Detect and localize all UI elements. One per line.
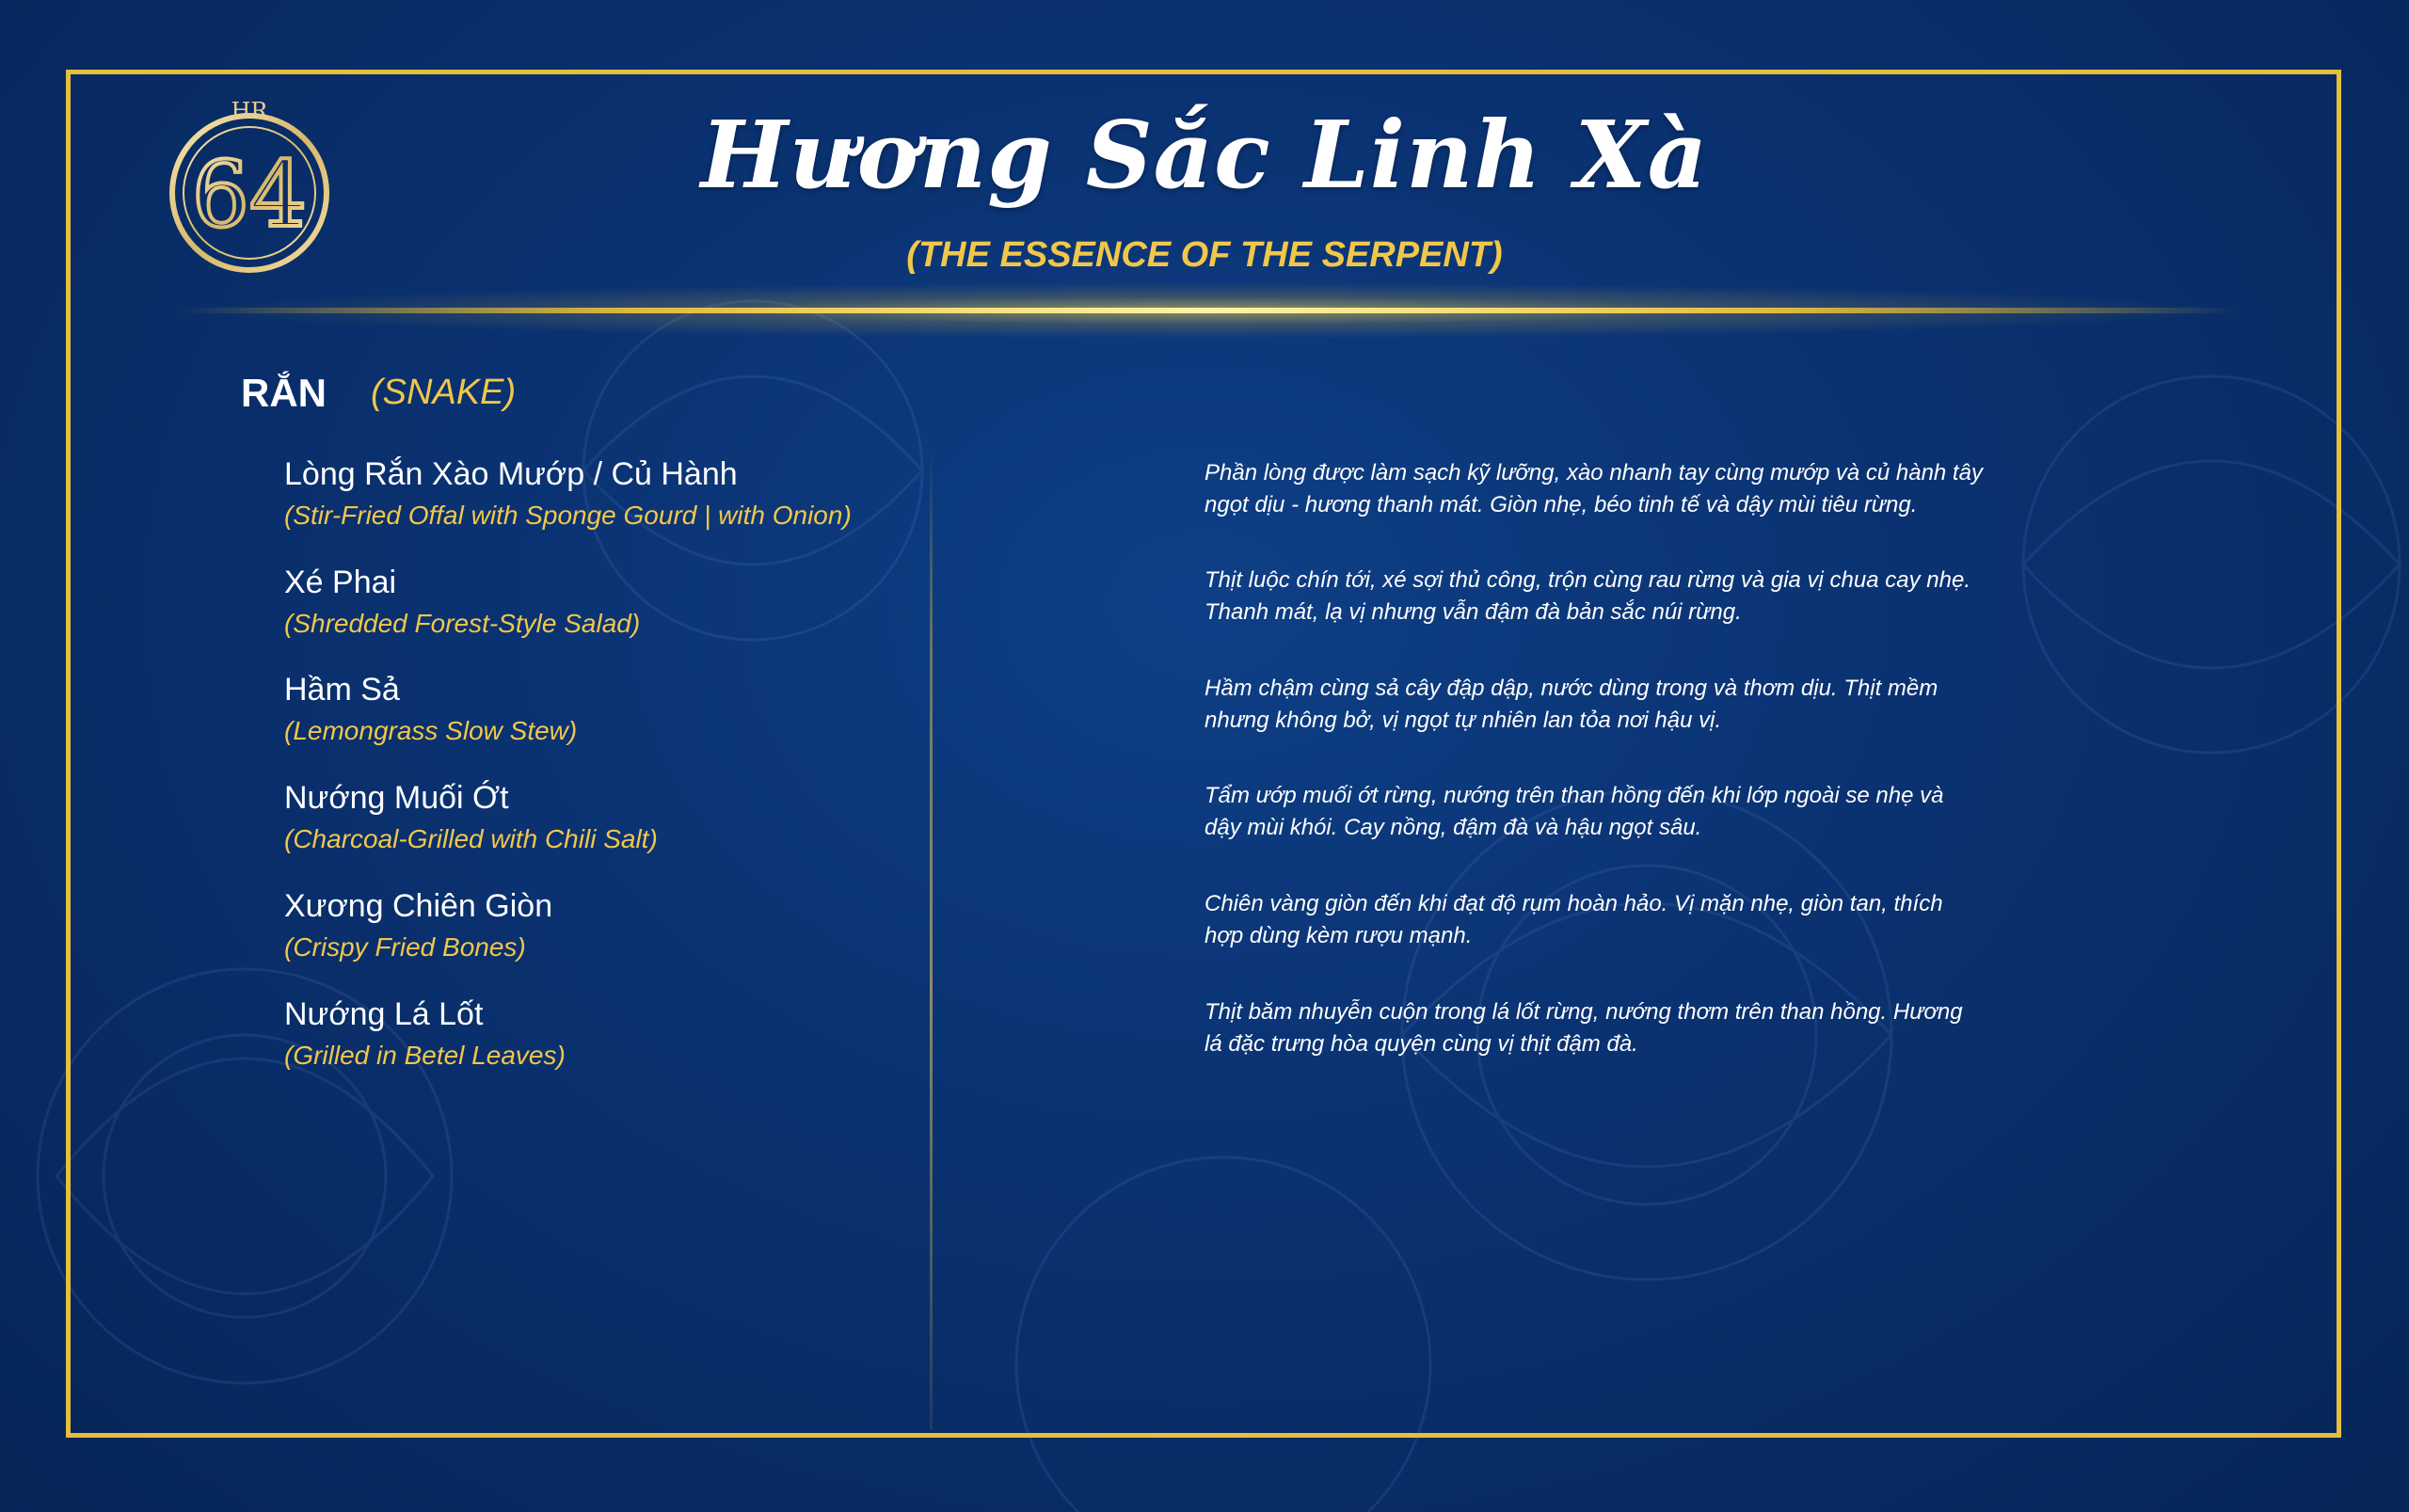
dish-english-name: (Charcoal-Grilled with Chili Salt): [284, 824, 658, 853]
dish-description-line: lá đặc trưng hòa quyện cùng vị thịt đậm đà.: [1204, 1031, 1638, 1057]
section-title: RẮN: [241, 371, 327, 415]
dish-description-line: Thịt luộc chín tới, xé sợi thủ công, trộn cùng rau rừng và gia vị chua cay nhẹ.: [1204, 567, 1970, 593]
dish-description-line: hợp dùng kèm rượu mạnh.: [1204, 923, 1473, 948]
dish-description-line: nhưng không bở, vị ngọt tự nhiên lan tỏa nơi hậu vị.: [1204, 708, 1722, 733]
dish-name: Xé Phai: [284, 565, 397, 600]
dish-english-name: (Shredded Forest-Style Salad): [284, 609, 641, 638]
dish-name: Lòng Rắn Xào Mướp / Củ Hành: [284, 456, 738, 492]
dish-description: [1204, 996, 2033, 1060]
dish-description: [1204, 565, 2033, 629]
dish-item: [284, 777, 943, 858]
dish-name: Xương Chiên Giòn: [284, 888, 553, 924]
dish-description-line: ngọt dịu - hương thanh mát. Giòn nhẹ, béo tinh tế và dậy mùi tiêu rừng.: [1204, 492, 1918, 517]
dish-name: Hầm Sả: [284, 672, 400, 708]
dish-english-name: (Grilled in Betel Leaves): [284, 1041, 566, 1070]
dish-description: [1204, 673, 2033, 737]
dish-description-line: Hầm chậm cùng sả cây đập dập, nước dùng trong và thơm dịu. Thịt mềm: [1204, 676, 1938, 701]
gold-divider-line: [179, 308, 2240, 313]
menu-subtitle: (THE ESSENCE OF THE SERPENT): [906, 235, 1503, 275]
dish-description: [1204, 888, 2033, 952]
dish-item: [284, 562, 943, 643]
dish-item: [284, 669, 943, 750]
dish-english-name: (Stir-Fried Offal with Sponge Gourd | with Onion): [284, 501, 852, 530]
section-subtitle: (SNAKE): [371, 373, 517, 412]
dish-description: [1204, 457, 2033, 521]
dish-description-line: Chiên vàng giòn đến khi đạt độ rụm hoàn hảo. Vị mặn nhẹ, giòn tan, thích: [1204, 891, 1943, 916]
dish-item: [284, 454, 943, 534]
dish-item: [284, 885, 943, 966]
dish-name: Nướng Muối Ớt: [284, 780, 509, 816]
menu-title: Hương Sắc Linh Xà: [700, 102, 1709, 210]
dish-description-line: Tẩm ướp muối ớt rừng, nướng trên than hồng đến khi lớp ngoài se nhẹ và: [1204, 783, 1944, 808]
dish-english-name: (Crispy Fried Bones): [284, 932, 526, 962]
svg-text:64: 64: [191, 142, 308, 247]
dish-name: Nướng Lá Lốt: [284, 996, 484, 1032]
dish-english-name: (Lemongrass Slow Stew): [284, 716, 578, 745]
dish-description: [1204, 780, 2033, 844]
dish-description-line: Thanh mát, lạ vị nhưng vẫn đậm đà bản sắc núi rừng.: [1204, 599, 1742, 625]
dish-item: [284, 994, 943, 1074]
svg-text:HR: HR: [231, 98, 268, 124]
dish-description-line: Thịt băm nhuyễn cuộn trong lá lốt rừng, nướng thơm trên than hồng. Hương: [1204, 999, 1963, 1025]
dish-description-line: Phần lòng được làm sạch kỹ lưỡng, xào nhanh tay cùng mướp và củ hành tây: [1204, 460, 1983, 485]
dish-description-line: dậy mùi khói. Cay nồng, đậm đà và hậu ngọt sâu.: [1204, 815, 1702, 840]
